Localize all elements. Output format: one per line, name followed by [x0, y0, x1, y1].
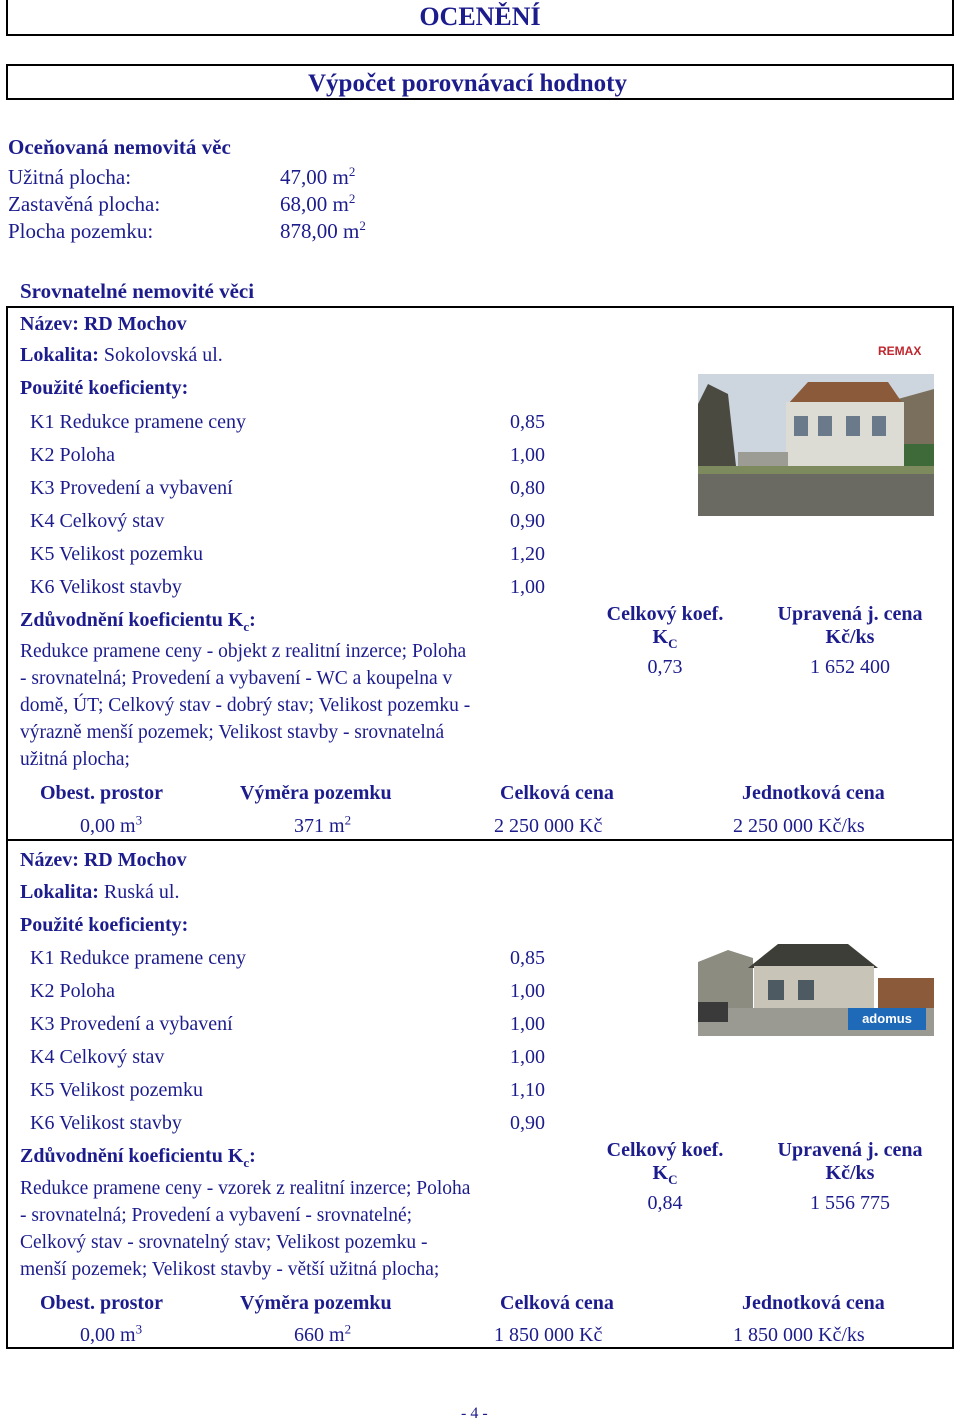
comparable-1-col-area: Výměra pozemku — [240, 782, 392, 804]
comparable-2-col-volume: Obest. prostor — [40, 1292, 163, 1314]
comparable-1-coef-label: K1 Redukce pramene ceny — [30, 411, 247, 433]
comparable-2-coef-value: 0,90 — [510, 1112, 545, 1134]
subject-label-usable-area: Užitná plocha: — [8, 165, 132, 189]
comparable-2-total-coef-label: Celkový koef. $K_C$ — [606, 1139, 724, 1187]
comparable-1-coef-label: K3 Provedení a vybavení — [30, 477, 233, 499]
comparable-2-adjusted-price-value: 1 556 775 — [810, 1192, 890, 1214]
comparable-1-adjusted-price-label: Upravená j. cena Kč/ks — [777, 603, 923, 648]
comparable-1-coef-value: 0,85 — [510, 411, 545, 433]
comparable-1-total-coef-label: Celkový koef. $K_C$ — [606, 603, 724, 651]
remax-logo: REMAX — [878, 344, 922, 358]
adomus-logo: adomus — [862, 1011, 912, 1026]
comparable-2-col-total: Celková cena — [500, 1292, 614, 1314]
comparable-2-photo — [698, 938, 934, 1036]
subject-heading: Oceňovaná nemovitá věc — [8, 135, 231, 159]
comparable-2-justification-line: - srovnatelná; Provedení a vybavení - srovnatelné; — [20, 1205, 413, 1226]
comparable-2-name: Název: RD Mochov — [20, 849, 187, 871]
comparable-1-coef-value: 1,00 — [510, 576, 545, 598]
comparable-1-justification-line: užitná plocha; — [20, 749, 130, 770]
subject-value-land-area: 878,00 $m^2$ — [280, 218, 366, 243]
subject-value-usable-area: 47,00 $m^2$ — [280, 164, 356, 189]
subject-label-built-area: Zastavěná plocha: — [8, 192, 161, 216]
comparable-2-locality: Lokalita: Ruská ul. — [20, 881, 180, 903]
comparable-2-col-unit: Jednotková cena — [742, 1292, 885, 1314]
comparable-2-coef-label: K5 Velikost pozemku — [30, 1079, 203, 1101]
comparable-2-total-price: 1 850 000 Kč — [494, 1324, 603, 1346]
comparable-1-total-coef-value: 0,73 — [647, 656, 683, 678]
title-box — [6, 0, 954, 36]
comparable-2-justification-line: Redukce pramene ceny - vzorek z realitní inzerce; Poloha — [20, 1178, 471, 1199]
comparable-2-coef-value: 1,00 — [510, 1046, 545, 1068]
comparable-1-col-volume: Obest. prostor — [40, 782, 163, 804]
comparable-2-coef-value: 0,85 — [510, 947, 545, 969]
subtitle-box — [6, 64, 954, 100]
comparable-1-unit-price: 2 250 000 Kč/ks — [733, 815, 865, 837]
comparable-2-coef-value: 1,00 — [510, 980, 545, 1002]
comparable-2-col-area: Výměra pozemku — [240, 1292, 392, 1314]
comparable-1-col-total: Celková cena — [500, 782, 614, 804]
comparable-2-adjusted-price-label: Upravená j. cena Kč/ks — [777, 1139, 923, 1184]
comparable-2-volume: 0,00 $m^3$ — [80, 1321, 143, 1346]
comparable-1-name: Název: RD Mochov — [20, 313, 187, 335]
comparable-1-land-area: 371 $m^2$ — [294, 812, 352, 837]
comparable-1-coef-label: K4 Celkový stav — [30, 510, 165, 532]
comparable-2-unit-price: 1 850 000 Kč/ks — [733, 1324, 865, 1346]
subject-label-land-area: Plocha pozemku: — [8, 219, 154, 243]
comparable-1-justification-line: domě, ÚT; Celkový stav - dobrý stav; Velikost pozemku - — [20, 695, 471, 716]
comparable-2-coefs-heading: Použité koeficienty: — [20, 914, 189, 936]
page-subtitle: Výpočet porovnávací hodnoty — [308, 70, 628, 97]
comparable-1-coef-label: K5 Velikost pozemku — [30, 543, 203, 565]
comparable-2-justification-heading: Zdůvodnění koeficientu $K_c$: — [20, 1145, 256, 1170]
comparable-1-volume: 0,00 $m^3$ — [80, 812, 143, 837]
comparable-1-justification-line: výrazně menší pozemek; Velikost stavby - srovnatelná — [20, 722, 445, 743]
comparable-1-justification-line: - srovnatelná; Provedení a vybavení - WC a koupelna v — [20, 668, 453, 689]
comparable-1-coef-label: K6 Velikost stavby — [30, 576, 182, 598]
comparables-heading: Srovnatelné nemovité věci — [20, 279, 255, 303]
comparable-1-photo — [698, 344, 934, 516]
comparable-1-justification-heading: Zdůvodnění koeficientu $K_c$: — [20, 609, 256, 634]
page-title: OCENĚNÍ — [419, 2, 541, 31]
comparable-2-coef-label: K6 Velikost stavby — [30, 1112, 182, 1134]
comparable-2-coef-label: K4 Celkový stav — [30, 1046, 165, 1068]
comparable-2-justification-line: Celkový stav - srovnatelný stav; Velikost pozemku - — [20, 1232, 428, 1253]
comparable-1-coef-value: 1,20 — [510, 543, 545, 565]
comparable-1-coef-value: 1,00 — [510, 444, 545, 466]
comparable-1-coef-value: 0,90 — [510, 510, 545, 532]
comparable-2-justification-line: menší pozemek; Velikost stavby - větší užitná plocha; — [20, 1259, 440, 1280]
comparable-2-coef-label: K2 Poloha — [30, 980, 115, 1002]
comparable-2-coef-label: K3 Provedení a vybavení — [30, 1013, 233, 1035]
comparable-2-total-coef-value: 0,84 — [647, 1192, 683, 1214]
comparable-1-coef-value: 0,80 — [510, 477, 545, 499]
house-photo-icon — [698, 344, 934, 516]
comparable-2-coef-value: 1,10 — [510, 1079, 545, 1101]
comparable-1-total-price: 2 250 000 Kč — [494, 815, 603, 837]
page-number: - 4 - — [461, 1405, 488, 1422]
comparable-1-coef-label: K2 Poloha — [30, 444, 115, 466]
comparable-1-coefs-heading: Použité koeficienty: — [20, 377, 189, 399]
subject-value-built-area: 68,00 $m^2$ — [280, 191, 356, 216]
comparable-1-justification-line: Redukce pramene ceny - objekt z realitní inzerce; Poloha — [20, 641, 467, 662]
comparable-2-coef-value: 1,00 — [510, 1013, 545, 1035]
comparable-2-land-area: 660 $m^2$ — [294, 1321, 352, 1346]
comparable-1-locality: Lokalita: Sokolovská ul. — [20, 344, 223, 366]
comparable-1-col-unit: Jednotková cena — [742, 782, 885, 804]
comparable-1-adjusted-price-value: 1 652 400 — [810, 656, 890, 678]
comparable-2-coef-label: K1 Redukce pramene ceny — [30, 947, 247, 969]
